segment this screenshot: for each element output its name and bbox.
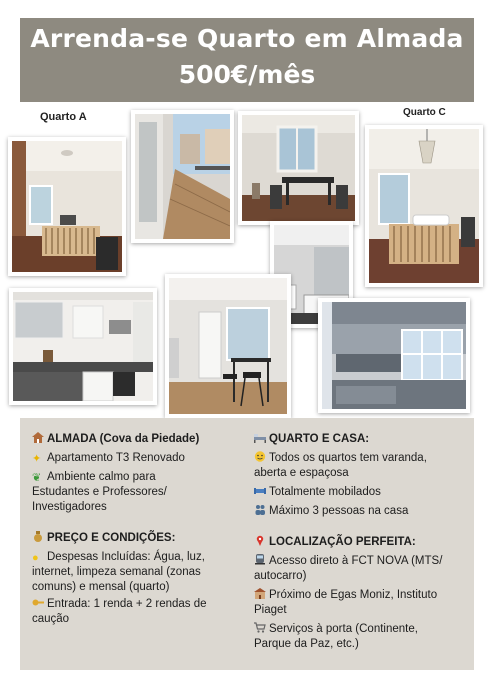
location-perfect-heading: LOCALIZAÇÃO PERFEITA: [254,535,468,550]
money-bag-icon [32,531,44,542]
title-banner [20,18,474,102]
max-people-line: Máximo 3 pessoas na casa [254,504,468,519]
room-heading: QUARTO E CASA: [254,432,468,447]
access-line: Acesso direto à FCT NOVA (MTS/ autocarro) [254,555,443,582]
photo-dining [238,111,359,225]
people-icon [254,504,266,515]
left-info-column [32,432,242,627]
services-line: Serviços à porta (Continente, Parque da Paz, etc.) [254,623,418,650]
expenses-line: ● Despesas Incluídas: Água, luz, internet, limpeza semanal (zonas comuns) e mensal (quarto) [32,551,205,593]
photo-room-a [8,137,126,276]
caption-room-c: Quarto C [403,107,446,118]
photo-living-room [165,274,291,418]
location-heading: ALMADA (Cova da Piedade) [32,432,242,447]
train-icon [254,554,266,565]
ambience-line: ❦ Ambiente calmo para Estudantes e Professores/ Investigadores [32,471,167,513]
price-heading: PREÇO E CONDIÇÕES: [32,531,242,546]
photo-kitchen [9,288,157,405]
sparkles-icon: ✦ [32,453,42,465]
school-icon [254,588,266,599]
page-title: Arrenda-se Quarto em Almada [30,24,464,53]
bed-icon [254,432,266,443]
entry-line: Entrada: 1 renda + 2 rendas de caução [32,598,207,625]
balcony-line: Todos os quartos tem varanda, aberta e espaçosa [254,452,427,479]
price-title: 500€/mês [178,60,316,89]
photo-balcony [131,110,234,243]
near-line: Próximo de Egas Moniz, Instituto Piaget [254,589,438,616]
furnished-line: Totalmente mobilados [254,485,468,500]
key-icon [32,597,44,608]
photo-building [318,298,470,413]
sofa-icon [254,485,266,496]
apartment-line: ✦ Apartamento T3 Renovado [32,452,185,465]
info-panel [20,418,474,670]
photo-room-c [365,125,483,287]
house-icon [32,432,44,443]
smiley-icon [254,451,266,462]
pin-icon [254,535,266,546]
leaf-icon: ❦ [32,472,42,484]
right-info-column [254,432,468,652]
cart-icon [254,622,266,633]
caption-room-a: Quarto A [40,111,87,123]
light-bulb-icon: ● [32,552,39,564]
